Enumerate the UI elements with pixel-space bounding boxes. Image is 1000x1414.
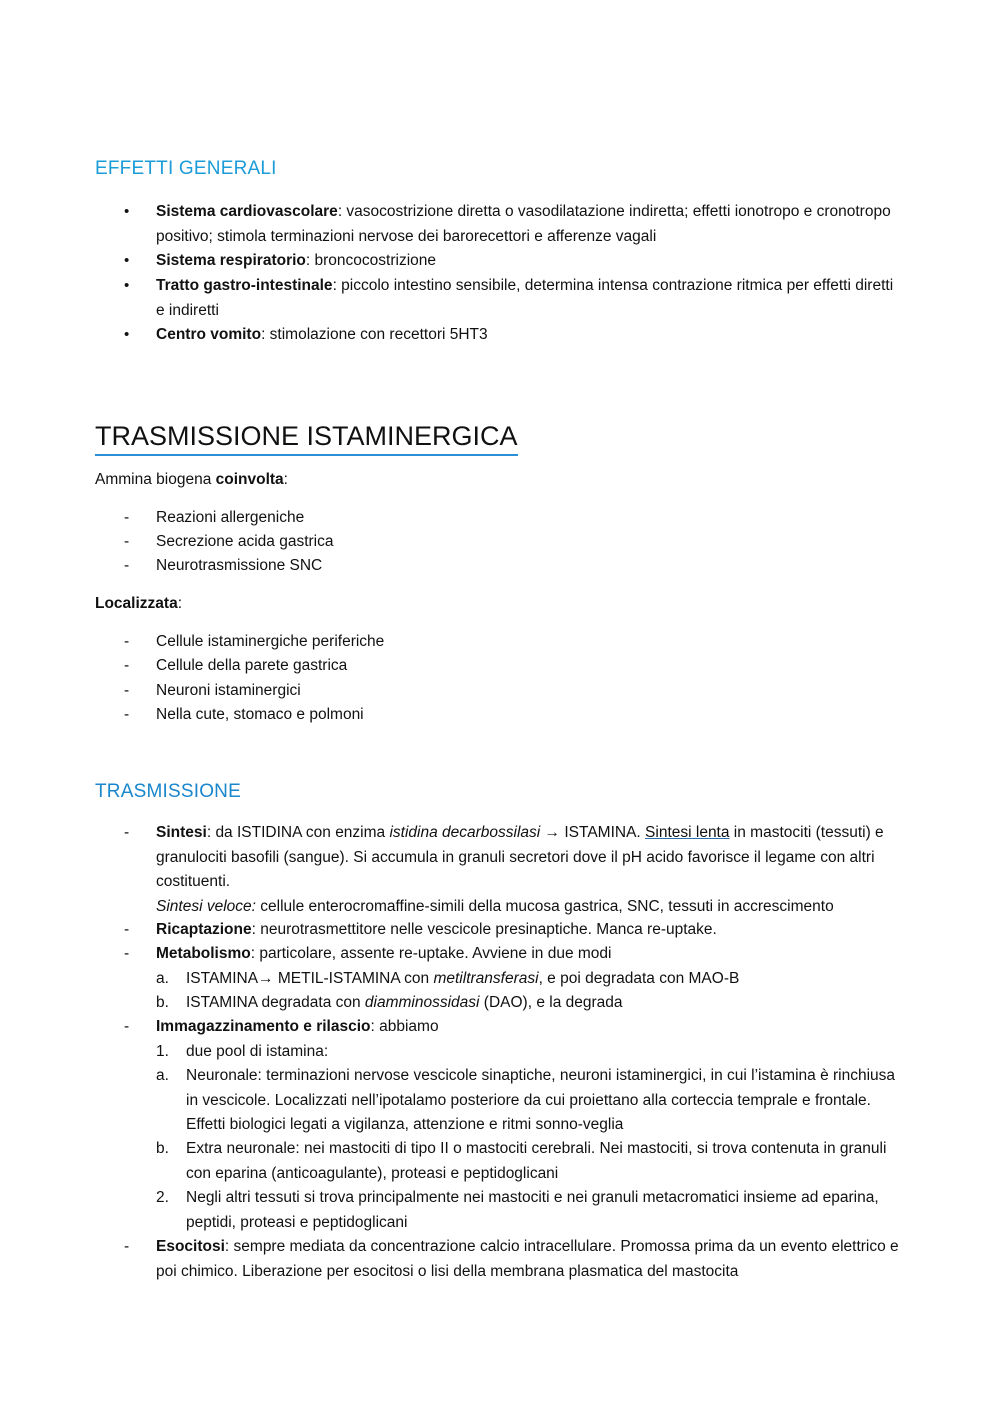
bullet-marker: • (124, 203, 130, 220)
item-text: : broncocostrizione (305, 252, 436, 269)
list-item: Cellule della parete gastrica (156, 657, 348, 674)
bullet-marker: • (124, 252, 130, 269)
item-text: ISTAMINA degradata con (186, 994, 365, 1011)
item-text: : particolare, assente re-uptake. Avviene in due modi (250, 945, 612, 962)
sub-marker: a. (156, 1067, 169, 1084)
dash-marker: - (124, 557, 130, 574)
sub-item-immagazzinamento-2: Negli altri tessuti si trova principalmente nei mastociti e nei granuli metacromatici insieme ad eparina, peptidi, proteasi e peptidoglicani (186, 1189, 879, 1231)
dash-marker: - (124, 921, 130, 938)
list-item: Reazioni allergeniche (156, 509, 305, 526)
bullet-marker: • (124, 326, 130, 343)
item-text: ISTAMINA. (564, 824, 646, 841)
list-item: Neurotrasmissione SNC (156, 557, 323, 574)
sub-marker: b. (156, 994, 169, 1011)
item-term: Sintesi (156, 824, 207, 841)
sintesi-veloce-label: Sintesi veloce: (156, 897, 256, 915)
list-item: Neuroni istaminergici (156, 682, 301, 699)
intro-colon: : (283, 471, 288, 488)
list-item-respiratorio (156, 249, 906, 274)
item-text: : vasocostrizione diretta o vasodilatazione indiretta; effetti ionotropo e cronotropo positivo; stimola terminazioni nervose dei barorecettori e afferenze vagali (156, 203, 891, 245)
item-term: Sistema respiratorio (156, 252, 306, 269)
item-text: (DAO), e la degrada (479, 994, 623, 1011)
list-item: Cellule istaminergiche periferiche (156, 633, 385, 650)
sub-item-metabolismo-a (186, 967, 906, 992)
item-text: cellule enterocromaffine-simili della mucosa gastrica, SNC, tessuti in accrescimento (255, 897, 834, 915)
list-item-gastrointestinale (156, 274, 906, 323)
sub-marker: 1. (156, 1043, 169, 1060)
dash-marker: - (124, 533, 130, 550)
item-text: : da ISTIDINA con enzima (206, 824, 390, 841)
localizzata-label (95, 592, 182, 617)
sub-marker: a. (156, 970, 169, 987)
sub-item-immagazzinamento-1: due pool di istamina: (186, 1043, 329, 1060)
item-text: , e poi degradata con MAO-B (538, 970, 740, 987)
item-term: Esocitosi (156, 1238, 225, 1255)
dash-marker: - (124, 682, 130, 699)
sub-item-immagazzinamento-b: Extra neuronale: nei mastociti di tipo II o mastociti cerebrali. Nei mastociti, si trova contenuta in granuli con eparina (anticoagulante), proteasi e peptidoglicani (186, 1140, 887, 1182)
arrow-icon: → (540, 824, 565, 841)
dash-marker: - (124, 509, 130, 526)
list-item-immagazzinamento (156, 1015, 906, 1040)
dash-marker: - (124, 633, 130, 650)
item-term: Ricaptazione (156, 921, 252, 938)
item-term: Metabolismo (156, 945, 251, 962)
dash-marker: - (124, 945, 130, 962)
enzyme-name: metiltransferasi (433, 970, 539, 987)
list-item-sintesi (156, 821, 906, 919)
intro-text: Ammina biogena (95, 471, 216, 488)
page-title: TRASMISSIONE ISTAMINERGICA (95, 420, 518, 456)
enzyme-name: diamminossidasi (364, 994, 480, 1011)
item-text: ISTAMINA→ METIL-ISTAMINA con (186, 970, 434, 987)
intro-paragraph (95, 468, 288, 493)
dash-marker: - (124, 824, 130, 841)
sub-item-immagazzinamento-a: Neuronale: terminazioni nervose vescicole sinaptiche, neuroni istaminergici, in cui l’istamina è rinchiusa in vescicole. Localizzati nell’ipotalamo posteriore da cui proiettano alla corteccia temprale e frontale. Effetti biologici legati a vigilanza, attenzione e ritmi sonno-veglia (186, 1067, 896, 1133)
dash-marker: - (124, 1018, 130, 1035)
item-term: Sistema cardiovascolare (156, 203, 338, 220)
item-term: Immagazzinamento e rilascio (156, 1018, 371, 1035)
sub-item-metabolismo-b (186, 991, 906, 1016)
list-item-cardiovascolare (156, 200, 906, 249)
item-term: Centro vomito (156, 326, 262, 343)
list-item-metabolismo (156, 942, 906, 967)
localizzata-bold: Localizzata (95, 595, 178, 612)
localizzata-colon: : (177, 595, 183, 612)
list-item: Secrezione acida gastrica (156, 533, 334, 550)
item-text: : piccolo intestino sensibile, determina intensa contrazione ritmica per effetti diretti e indiretti (156, 277, 894, 319)
heading-effetti-generali: EFFETTI GENERALI (95, 158, 277, 179)
dash-marker: - (124, 706, 130, 723)
dash-marker: - (124, 1238, 130, 1255)
dash-marker: - (124, 657, 130, 674)
list-item-ricaptazione (156, 918, 906, 943)
sub-marker: b. (156, 1140, 169, 1157)
item-text: : abbiamo (370, 1018, 439, 1035)
heading-trasmissione: TRASMISSIONE (95, 781, 241, 802)
item-text: in mastociti (tessuti) e granulociti basofili (sangue). Si accumula in granuli secretori dove il pH acido favorisce il legame con altri costituenti. (156, 824, 884, 890)
list-item: Nella cute, stomaco e polmoni (156, 706, 364, 723)
enzyme-name: istidina decarbossilasi (389, 824, 541, 841)
bullet-marker: • (124, 277, 130, 294)
item-text: : sempre mediata da concentrazione calcio intracellulare. Promossa prima da un evento elettrico e poi chimico. Liberazione per esocitosi o lisi della membrana plasmatica del mastocita (156, 1238, 899, 1280)
item-term: Tratto gastro-intestinale (156, 277, 333, 294)
list-item-esocitosi (156, 1235, 906, 1284)
sintesi-lenta: Sintesi lenta (645, 824, 730, 841)
list-item-vomito (156, 323, 906, 348)
item-text: : stimolazione con recettori 5HT3 (261, 326, 488, 343)
sub-marker: 2. (156, 1189, 169, 1206)
item-text: : neurotrasmettitore nelle vescicole presinaptiche. Manca re-uptake. (251, 921, 717, 938)
intro-bold: coinvolta (215, 471, 284, 488)
